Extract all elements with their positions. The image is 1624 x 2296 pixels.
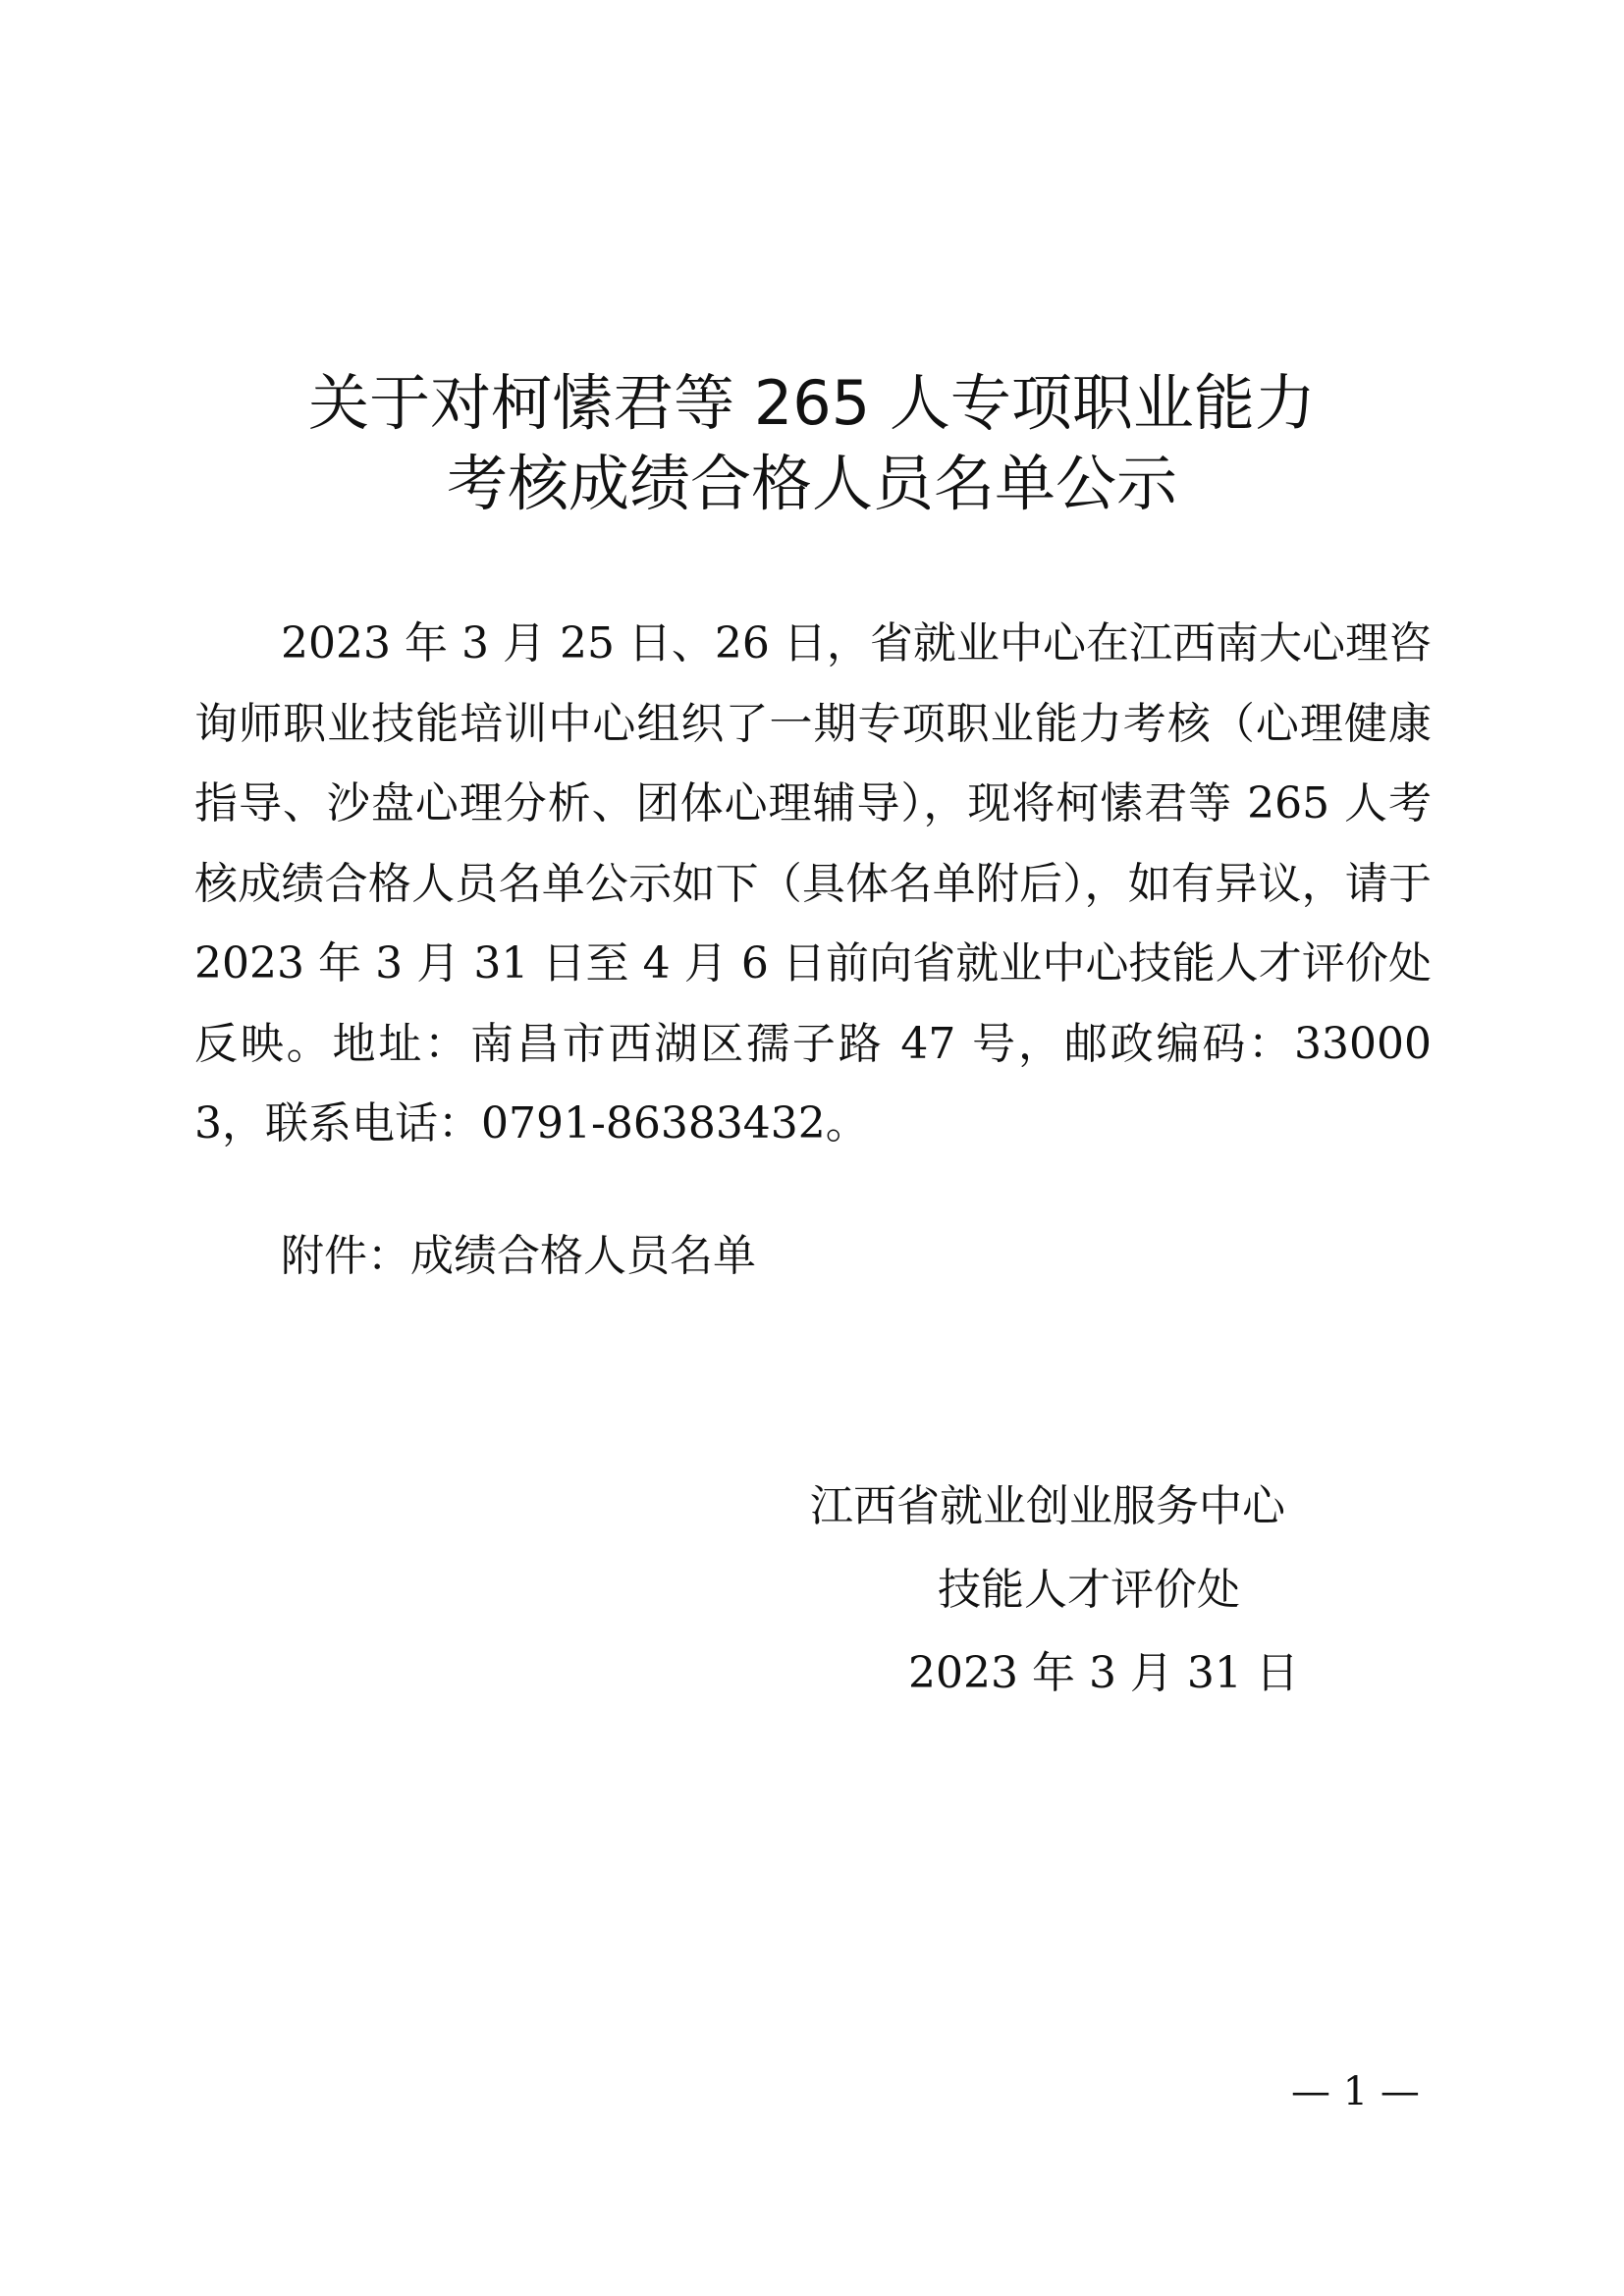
signature-date: 2023 年 3 月 31 日 bbox=[908, 1648, 1299, 1698]
signature-department: 技能人才评价处 bbox=[938, 1565, 1240, 1615]
body-paragraph: 2023 年 3 月 25 日、26 日，省就业中心在江西南大心理咨询师职业技能培训中心组织了一期专项职业能力考核（心理健康指导、沙盘心理分析、团体心理辅导），现将柯愫君等 265 人考核成绩合格人员名单公示如下（具体名单附后），如有异议，请于 2023 年 3 月 31 日至 4 月 6 日前向省就业中心技能人才评价处反映。地址：南昌市西湖区孺子路 47 号，邮政编码：330003，联系电话：0791-86383432。 bbox=[194, 618, 1432, 1148]
signature-organization: 江西省就业创业服务中心 bbox=[810, 1481, 1285, 1531]
page-number: — 1 — bbox=[1291, 2069, 1420, 2114]
document-title-line-2: 考核成绩合格人员名单公示 bbox=[446, 448, 1177, 519]
document-title-line-1: 关于对柯愫君等 265 人专项职业能力 bbox=[308, 367, 1316, 439]
attachment-line: 附件：成绩合格人员名单 bbox=[281, 1231, 756, 1281]
